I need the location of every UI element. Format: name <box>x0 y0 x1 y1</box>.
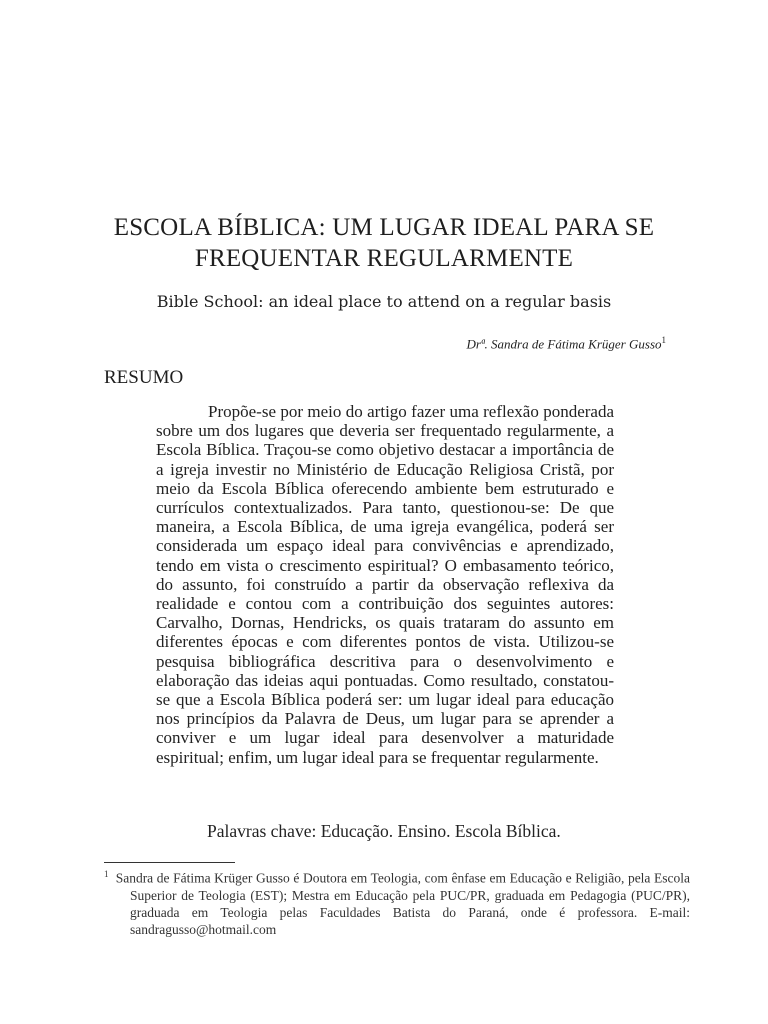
section-heading-resumo: RESUMO <box>104 367 184 388</box>
footnote <box>104 866 690 938</box>
author-name: Drª. Sandra de Fátima Krüger Gusso <box>466 336 662 352</box>
title-line-2: FREQUENTAR REGULARMENTE <box>194 245 574 272</box>
abstract-text: Propõe-se por meio do artigo fazer uma reflexão ponderada sobre um dos lugares que deveria ser frequentado regularmente, a Escola Bíblica. Traçou-se como objetivo destacar a importância de a igreja investir no Ministério de Educação Religiosa Cristã, por meio da Escola Bíblica oferecendo ambiente bem estruturado e currículos contextualizados. Para tanto, questionou-se: De que maneira, a Escola Bíblica, de uma igreja evangélica, poderá ser considerada um espaço ideal para convivências e aprendizado, tendo em vista o crescimento espiritual? O embasamento teórico, do assunto, foi construído a partir da observação reflexiva da realidade e contou com a contribuição dos seguintes autores: Carvalho, Dornas, Hendricks, os quais trataram do assunto em diferentes épocas e com diferentes pontos de vista. Utilizou-se pesquisa bibliográfica descritiva para o desenvolvimento e elaboração das ideias aqui pontuadas. Como resultado, constatou-se que a Escola Bíblica poderá ser: um lugar ideal para educação nos princípios da Palavra de Deus, um lugar para se aprender a conviver e um lugar ideal para desenvolver a maturidade espiritual; enfim, um lugar ideal para se frequentar regularmente. <box>156 402 614 767</box>
keywords-label: Palavras chave <box>207 821 312 841</box>
title-line-1: ESCOLA BÍBLICA: UM LUGAR IDEAL PARA SE <box>113 214 655 241</box>
english-subtitle: Bible School: an ideal place to attend on a regular basis <box>156 292 612 311</box>
footnote-text: Sandra de Fátima Krüger Gusso é Doutora em Teologia, com ênfase em Educação e Religião, pela Escola Superior de Teologia (EST); Mestra em Educação pela PUC/PR, graduada em Pedagogia (PUC/PR), graduada em Teologia pelas Faculdades Batista do Paraná, onde é professora. E-mail: sandragusso@hotmail.com <box>115 870 691 937</box>
author-line <box>467 335 666 352</box>
paper-title <box>60 212 708 274</box>
footnote-marker: 1 <box>104 869 109 879</box>
keywords-line <box>207 821 561 842</box>
keywords-list: : Educação. Ensino. Escola Bíblica. <box>311 821 561 841</box>
footnote-divider <box>104 862 235 863</box>
author-footnote-marker: 1 <box>661 335 666 345</box>
